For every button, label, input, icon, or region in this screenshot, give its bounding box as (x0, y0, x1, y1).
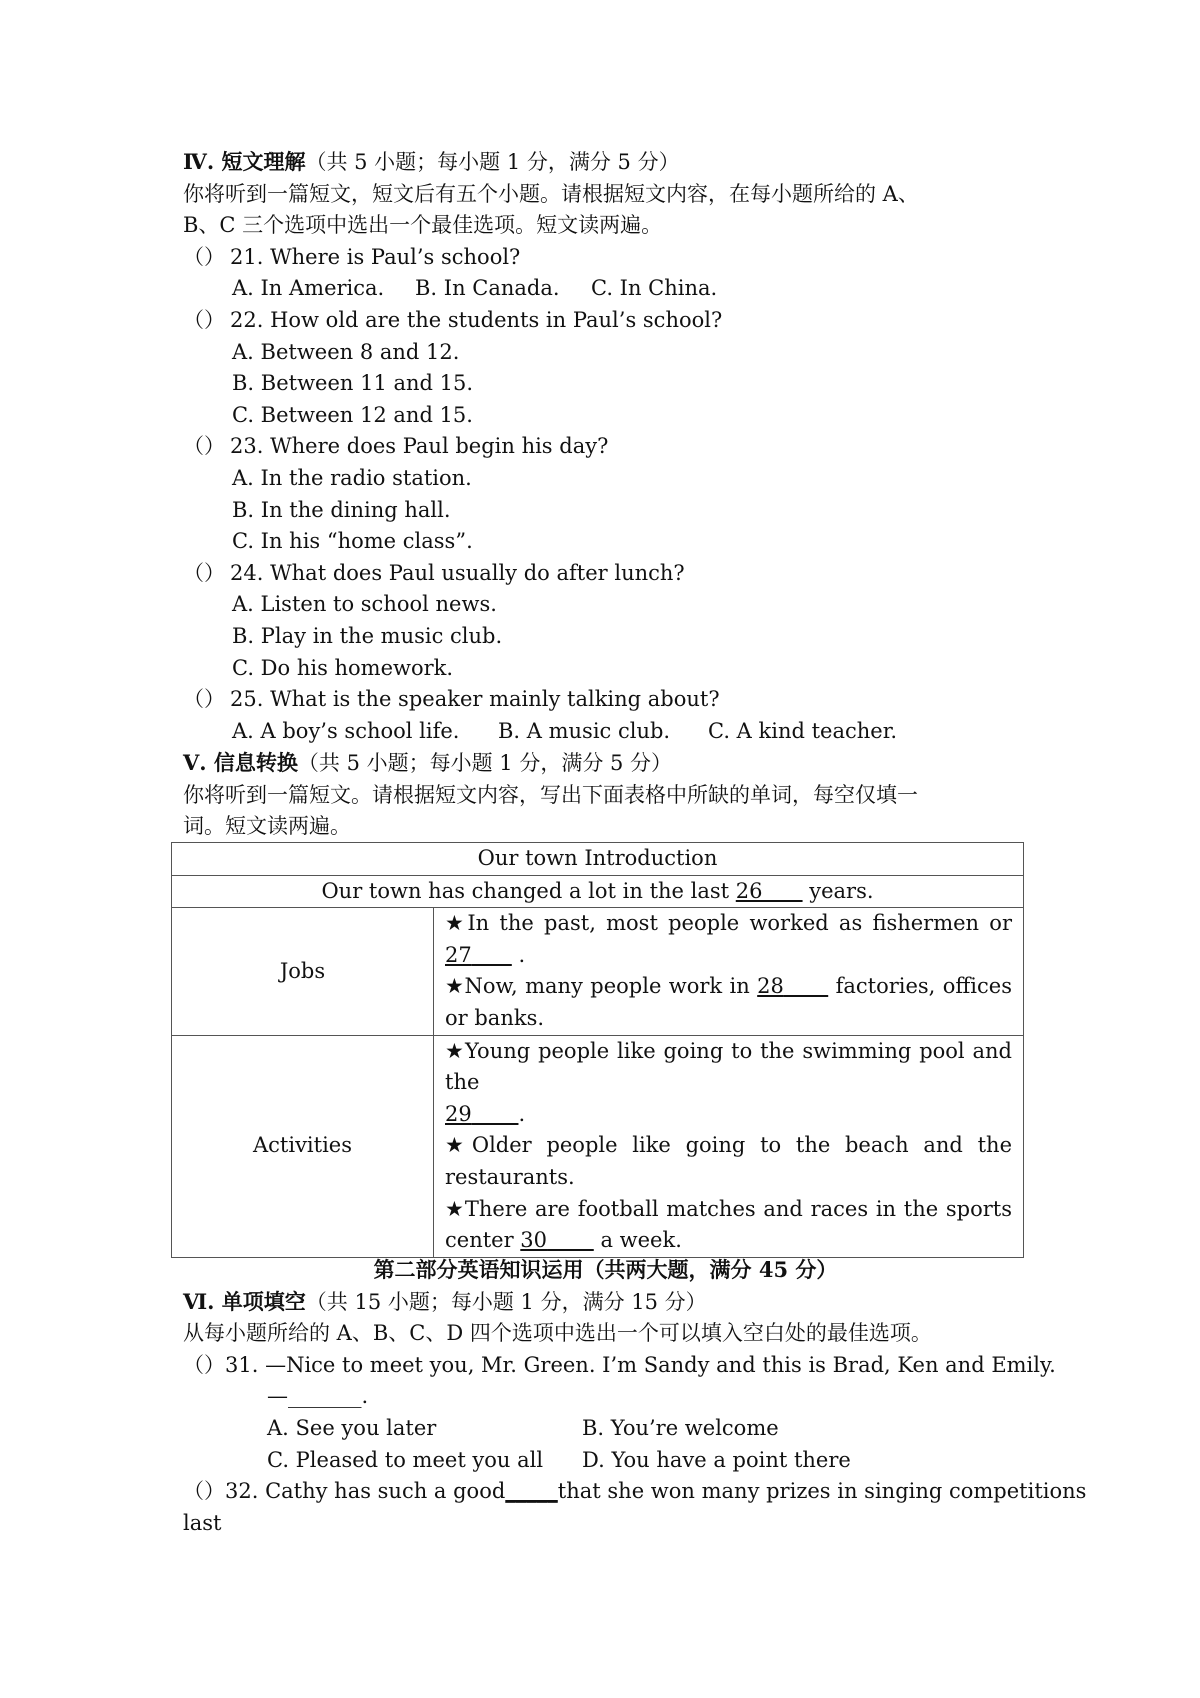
option-a: A. Between 8 and 12. (232, 339, 460, 364)
section-4 (183, 146, 1028, 843)
activities-line-6: center 30 a week. (445, 1228, 682, 1253)
option-c: C. Pleased to meet you all (267, 1447, 544, 1472)
section-6-note: （共 15 小题；每小题 1 分，满分 15 分） (305, 1289, 707, 1314)
answer-paren[interactable]: （） (183, 244, 225, 269)
section-6-title (183, 1286, 1028, 1319)
table-intro-row (172, 875, 1024, 908)
intro-text-end: years. (802, 878, 874, 903)
section-5-instruction-2: 词。短文读两遍。 (183, 814, 351, 839)
answer-paren[interactable]: （） (183, 1479, 225, 1504)
section-4-instruction-1: 你将听到一篇短文，短文后有五个小题。请根据短文内容，在每小题所给的 A、 (183, 181, 919, 206)
activities-line-3: ★Older people like going to the beach and the (445, 1133, 1012, 1158)
option-a: A. In America. (232, 276, 385, 301)
option-b: B. You’re welcome (582, 1415, 779, 1440)
option-a: A. A boy’s school life. (232, 718, 460, 743)
intro-text: Our town has changed a lot in the last (321, 878, 736, 903)
answer-paren[interactable]: （） (183, 687, 225, 712)
question-31 (183, 1350, 1056, 1382)
option-b: B. In the dining hall. (232, 497, 451, 522)
question-text: 23. Where does Paul begin his day? (230, 434, 609, 459)
activities-cell (434, 1035, 1024, 1257)
table-intro (172, 875, 1024, 908)
table-header: Our town Introduction (172, 843, 1024, 876)
jobs-line-1: ★In the past, most people worked as fishermen or (445, 911, 1012, 936)
table-row-activities (172, 1035, 1024, 1257)
answer-paren[interactable]: （） (183, 560, 225, 585)
blank-30[interactable]: 30 (520, 1228, 548, 1253)
section-5-title (183, 747, 1028, 780)
section-4-heading: Ⅳ. 短文理解 (183, 149, 306, 174)
blank-26[interactable]: 26 (735, 878, 763, 903)
section-5-heading: Ⅴ. 信息转换 (183, 750, 298, 776)
question-text: 31. —Nice to meet you, Mr. Green. I’m Sandy and this is Brad, Ken and Emily. (225, 1352, 1056, 1377)
question-text-end: that she won many prizes in singing competitions (557, 1479, 1087, 1504)
jobs-cell (434, 908, 1024, 1035)
question-24 (183, 558, 1028, 590)
table-header-row (172, 843, 1024, 876)
option-c: C. A kind teacher. (708, 718, 898, 743)
question-text: 32. Cathy has such a good (225, 1479, 506, 1504)
jobs-line-4: or banks. (445, 1005, 545, 1030)
question-22 (183, 305, 1028, 337)
option-b: B. Play in the music club. (232, 623, 503, 648)
blank-28[interactable]: 28 (757, 974, 784, 999)
option-c: C. Do his homework. (232, 655, 454, 680)
option-a: A. In the radio station. (232, 465, 472, 490)
option-a: A. Listen to school news. (232, 592, 497, 617)
question-text: 25. What is the speaker mainly talking about? (230, 687, 720, 712)
option-c: C. In his “home class”. (232, 529, 473, 554)
section-6-instruction: 从每小题所给的 A、B、C、D 四个选项中选出一个可以填入空白处的最佳选项。 (183, 1321, 932, 1346)
question-text: 22. How old are the students in Paul’s school? (230, 307, 723, 332)
question-text: 21. Where is Paul’s school? (230, 244, 521, 269)
activities-line-5: ★There are football matches and races in the sports (445, 1196, 1012, 1221)
jobs-line-3: ★Now, many people work in 28 factories, offices (445, 974, 1012, 999)
option-b: B. A music club. (498, 718, 671, 743)
part-2-heading: 第二部分英语知识运用（共两大题，满分 45 分） (373, 1257, 838, 1282)
question-21-options (183, 273, 1028, 305)
jobs-label: Jobs (172, 908, 434, 1035)
question-text: 24. What does Paul usually do after lunch? (230, 560, 685, 585)
section-4-note: （共 5 小题；每小题 1 分，满分 5 分） (305, 150, 680, 174)
blank-29[interactable]: 29 (445, 1101, 472, 1126)
blank-27[interactable]: 27 (445, 942, 472, 967)
answer-paren[interactable]: （） (183, 1352, 225, 1377)
info-table (171, 842, 1024, 1258)
option-a: A. See you later (267, 1415, 437, 1440)
section-4-title (183, 146, 1028, 179)
option-d: D. You have a point there (582, 1447, 851, 1472)
question-23 (183, 431, 1028, 463)
activities-label: Activities (172, 1035, 434, 1257)
section-6-heading: Ⅵ. 单项填空 (183, 1288, 306, 1314)
jobs-line-2: 27 . (445, 942, 526, 967)
answer-paren[interactable]: （） (183, 434, 225, 459)
part-2 (183, 1254, 1087, 1539)
question-31-options-row-1 (183, 1413, 1028, 1445)
question-25 (183, 684, 1028, 716)
question-32 (183, 1476, 1087, 1508)
question-25-options (183, 716, 1028, 748)
answer-paren[interactable]: （） (183, 307, 225, 332)
activities-line-1: ★Young people like going to the swimming pool and the (445, 1038, 1012, 1095)
activities-line-2: 29 . (445, 1101, 526, 1126)
question-31-options-row-2 (183, 1445, 1028, 1477)
option-b: B. Between 11 and 15. (232, 371, 474, 396)
option-c: C. Between 12 and 15. (232, 402, 473, 427)
section-5-note: （共 5 小题；每小题 1 分，满分 5 分） (297, 751, 673, 776)
section-5-instruction-1: 你将听到一篇短文。请根据短文内容，写出下面表格中所缺的单词，每空仅填一 (183, 782, 918, 807)
option-c: C. In China. (591, 276, 718, 301)
blank-32[interactable]: _____ (505, 1479, 558, 1504)
question-32-continuation: last (183, 1510, 222, 1535)
activities-line-4: restaurants. (445, 1164, 575, 1189)
option-b: B. In Canada. (415, 276, 560, 301)
question-21 (183, 242, 1028, 274)
question-31-reply: —_______. (267, 1384, 369, 1409)
table-row-jobs (172, 908, 1024, 1035)
section-4-instruction-2: B、C 三个选项中选出一个最佳选项。短文读两遍。 (183, 213, 663, 238)
